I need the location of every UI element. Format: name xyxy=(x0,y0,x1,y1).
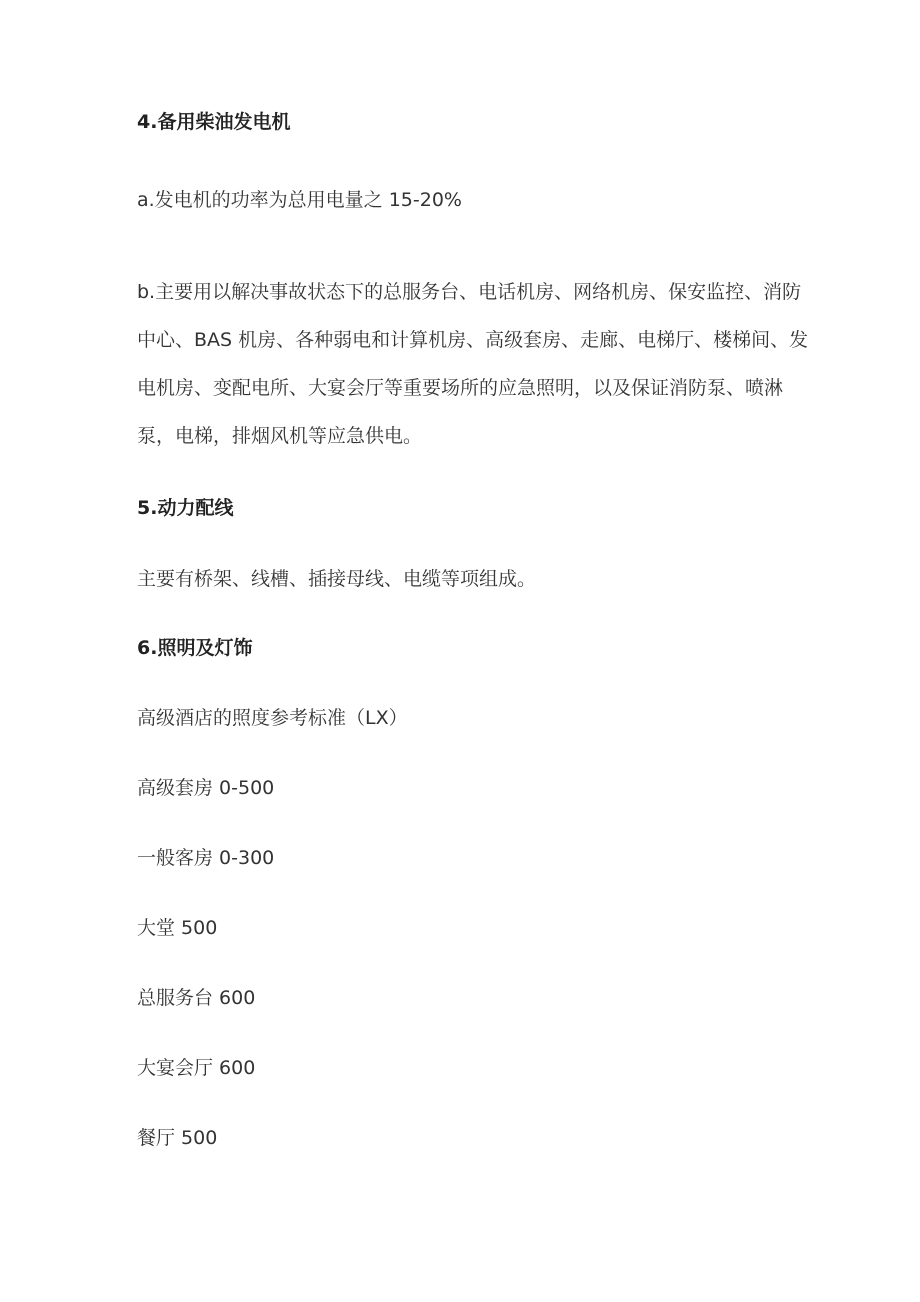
section-heading-generator: 4.备用柴油发电机 xyxy=(137,111,291,133)
illuminance-standard-item: 大堂 500 xyxy=(137,917,218,939)
illuminance-standard-item: 一般客房 0-300 xyxy=(137,847,275,869)
illuminance-standard-item: 大宴会厅 600 xyxy=(137,1057,256,1079)
illuminance-standard-item: 餐厅 500 xyxy=(137,1127,218,1149)
illuminance-standard-intro: 高级酒店的照度参考标准（LX） xyxy=(137,707,408,729)
illuminance-standard-item: 高级套房 0-500 xyxy=(137,777,275,799)
generator-power-text: a.发电机的功率为总用电量之 15-20% xyxy=(137,189,462,211)
section-heading-power-wiring: 5.动力配线 xyxy=(137,497,234,519)
generator-usage-paragraph: b.主要用以解决事故状态下的总服务台、电话机房、网络机房、保安监控、消防中心、BAS 机房、各种弱电和计算机房、高级套房、走廊、电梯厅、楼梯间、发电机房、变配电所、大宴会厅等重要场所的应急照明，以及保证消防泵、喷淋泵，电梯，排烟风机等应急供电。 xyxy=(137,281,809,447)
illuminance-standard-item: 总服务台 600 xyxy=(137,987,256,1009)
section-heading-lighting: 6.照明及灯饰 xyxy=(137,637,253,659)
power-wiring-text: 主要有桥架、线槽、插接母线、电缆等项组成。 xyxy=(137,568,537,590)
